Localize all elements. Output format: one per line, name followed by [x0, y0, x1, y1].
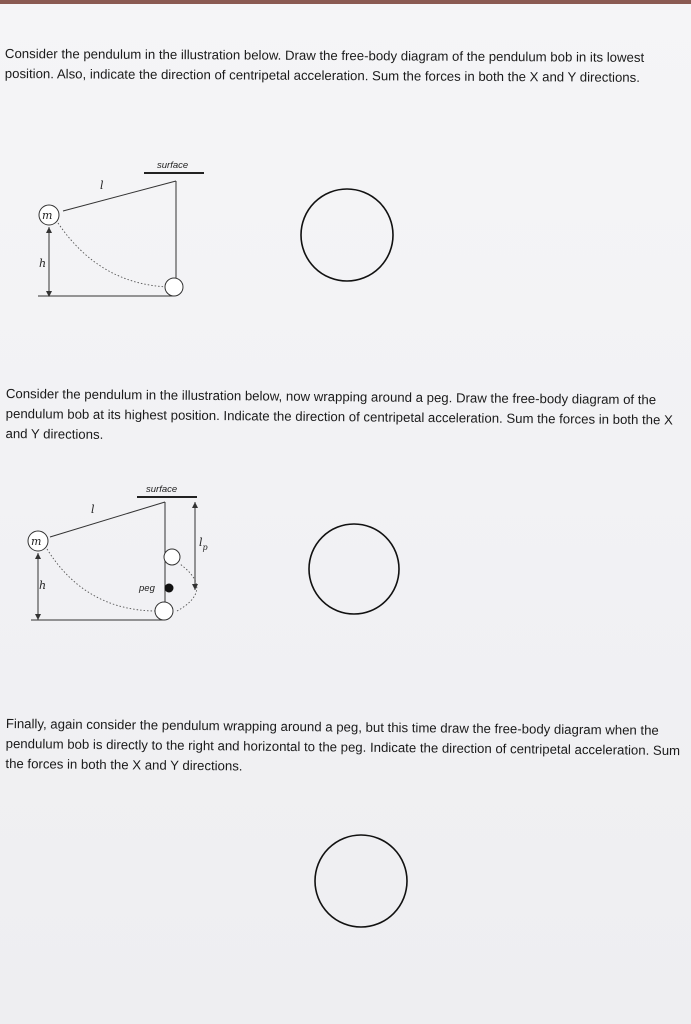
peg-length-arrow-up [192, 502, 198, 508]
surface-label: surface [157, 160, 189, 171]
peg-length-label: $l_p$ [199, 536, 208, 552]
surface-label: surface [146, 484, 178, 495]
free-body-circle [315, 835, 407, 927]
fbd-circle-1 [298, 186, 396, 284]
length-label: l [91, 503, 95, 516]
mass-bob-lowest [155, 602, 173, 620]
question-1-text: Consider the pendulum in the illustration below. Draw the free-body diagram of the pendulum bob in its lowest position. Also, indicate the direction of centripetal acceleration. Sum the forces in both the X and Y directions. [4, 45, 645, 85]
question-3-text: Finally, again consider the pendulum wrapping around a peg, but this time draw the free-body diagram when the pendulum bob is directly to the right and horizontal to the peg. Indicate the direction of centripetal acceleration. Sum the forces in both the X and Y directions. [5, 715, 681, 774]
height-arrow-head-up [46, 227, 52, 233]
height-arrow-head-up [35, 553, 41, 559]
pendulum-string [63, 181, 176, 211]
free-body-circle [301, 189, 393, 281]
pendulum-figure-2 [25, 480, 220, 630]
mass-bob-highest [164, 549, 180, 565]
swing-path [47, 549, 155, 611]
height-label: h [39, 579, 47, 592]
fbd-circle-3 [312, 832, 410, 930]
pendulum-figure-1 [30, 155, 220, 305]
height-label: h [39, 257, 47, 270]
height-arrow-head-down [35, 614, 41, 620]
mass-label: m [42, 209, 53, 222]
pendulum-string [50, 502, 165, 537]
mass-bob-lowest [165, 278, 183, 296]
peg-dot [165, 584, 174, 593]
question-2-text: Consider the pendulum in the illustration below, now wrapping around a peg. Draw the free-body diagram of the pendulum bob at its highest position. Indicate the direction of centripetal acceleration. Sum the forces in both the X and Y directions. [5, 385, 673, 442]
fbd-circle-2 [306, 521, 402, 617]
length-label: l [100, 179, 104, 192]
page-top-edge [0, 0, 691, 4]
swing-path [58, 223, 170, 287]
mass-label: m [31, 535, 42, 548]
free-body-circle [309, 524, 399, 614]
peg-label: peg [139, 583, 155, 594]
